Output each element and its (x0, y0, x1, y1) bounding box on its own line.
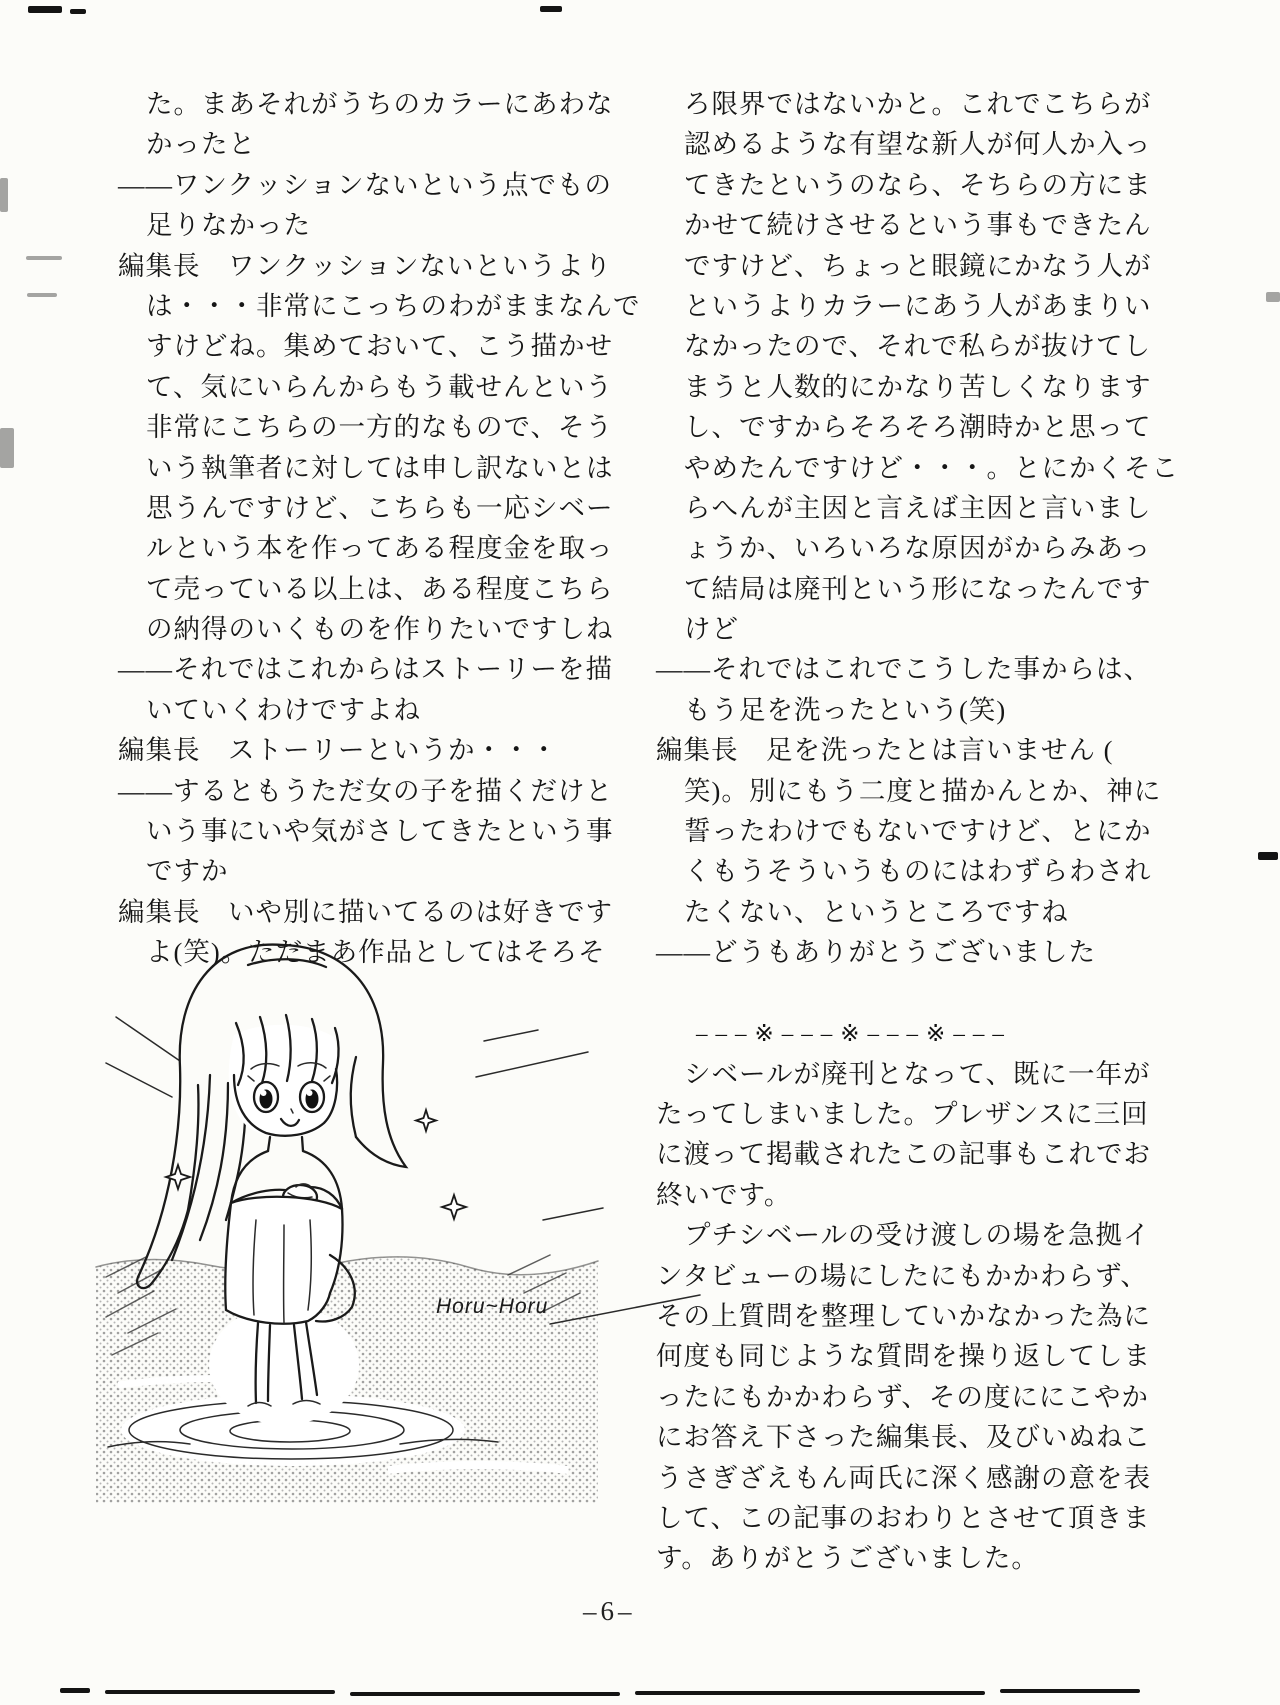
text-line: てきたというのなら、そちらの方にま (684, 169, 1152, 200)
text-line: て売っている以上は、ある程度こちら (146, 573, 614, 604)
text-line: ですか (146, 856, 229, 887)
text-line: ンタビューの場にしたにもかかわらず、 (656, 1260, 1148, 1291)
text-line: その上質問を整理していかなかった為に (656, 1300, 1151, 1331)
text-line: 非常にこちらの一方的なもので、そう (146, 412, 613, 443)
text-line: に渡って掲載されたこの記事もこれでお (656, 1139, 1151, 1170)
text-line: シベールが廃刊となって、既に一年が (684, 1058, 1151, 1089)
text-line: もう足を洗ったという(笑) (684, 694, 1007, 725)
text-line: にお答え下さった編集長、及びいぬねこ (656, 1422, 1151, 1453)
text-line: 思うんですけど、こちらも一応シベー (146, 492, 614, 523)
text-line: というよりカラーにあう人があまりい (684, 290, 1152, 321)
scan-artifact (0, 428, 14, 468)
text-line: 編集長 足を洗ったとは言いません ( (656, 735, 1114, 766)
text-line: 認めるような有望な新人が何人か入っ (684, 129, 1152, 160)
text-line: ろ限界ではないかと。これでこちらが (684, 89, 1152, 119)
scan-artifact (1000, 1689, 1140, 1693)
section-divider: –––※–––※–––※––– (696, 1020, 1012, 1046)
text-line: ですけど、ちょっと眼鏡にかなう人が (684, 250, 1152, 281)
text-line: ――ワンクッションないという点でもの (118, 169, 612, 200)
artist-signature: Horu~Horu (436, 1295, 549, 1318)
text-line: 終いです。 (656, 1179, 792, 1210)
text-line: して、この記事のおわりとさせて頂きま (656, 1502, 1151, 1533)
scan-artifact (60, 1688, 90, 1693)
text-line: し、ですからそろそろ潮時かと思って (684, 412, 1152, 443)
text-line: よ(笑)。ただまあ作品としてはそろそ (146, 937, 606, 968)
text-line: くもうそういうものにはわずらわされ (684, 856, 1152, 887)
text-line: の納得のいくものを作りたいですしね (146, 614, 614, 645)
text-line: けど (684, 614, 739, 645)
scan-artifact (70, 9, 86, 14)
scan-artifact (0, 178, 8, 212)
scan-artifact (350, 1692, 620, 1696)
text-line: かったと (146, 129, 256, 160)
text-line: 編集長 いや別に描いてるのは好きです (118, 896, 613, 927)
text-line: ょうか、いろいろな原因がからみあっ (684, 533, 1152, 564)
text-line: て結局は廃刊という形になったんです (684, 573, 1152, 604)
closing-paragraphs (656, 1054, 1156, 1579)
text-line: ルという本を作ってある程度金を取っ (146, 533, 614, 564)
text-line: すけどね。集めておいて、こう描かせ (146, 331, 613, 362)
text-line: いう執筆者に対しては申し訳ないとは (146, 452, 614, 483)
text-line: ――どうもありがとうございました (656, 937, 1096, 968)
scan-artifact (28, 6, 62, 13)
right-column (656, 84, 1179, 1579)
text-line: ――それではこれからはストーリーを描 (118, 654, 613, 685)
text-line: ――するともうただ女の子を描くだけと (118, 775, 613, 806)
text-line: うさぎざえもん両氏に深く感謝の意を表 (656, 1462, 1151, 1493)
scan-artifact (1258, 852, 1278, 860)
text-line: た。まあそれがうちのカラーにあわな (146, 89, 614, 119)
scan-artifact (540, 6, 562, 12)
text-line: かせて続けさせるという事もできたん (684, 210, 1152, 241)
text-line: ――それではこれでこうした事からは、 (656, 654, 1151, 685)
scan-artifact (27, 293, 57, 297)
text-line: プチシベールの受け渡しの場を急拠イ (684, 1220, 1151, 1251)
text-line: 編集長 ワンクッションないというより (118, 250, 612, 281)
text-line: て、気にいらんからもう載せんという (146, 371, 613, 402)
right-column-interview (656, 84, 1179, 973)
text-line: たくない、というところですね (684, 896, 1069, 927)
text-line: いていくわけですよね (146, 694, 421, 725)
text-line: 何度も同じような質問を操り返してしま (656, 1341, 1151, 1372)
text-line: やめたんですけど・・・。とにかくそこ (684, 452, 1179, 483)
left-column (118, 84, 641, 973)
text-line: は・・・非常にこっちのわがままなんで (146, 290, 641, 321)
text-line: らへんが主因と言えば主因と言いまし (684, 492, 1152, 523)
girl-in-water-illustration (88, 925, 708, 1510)
text-line: 編集長 ストーリーというか・・・ (118, 735, 558, 766)
text-line: ったにもかかわらず、その度ににこやか (656, 1381, 1149, 1412)
text-line: 笑)。別にもう二度と描かんとか、神に (684, 775, 1162, 806)
scan-artifact (1266, 292, 1280, 302)
text-line: 足りなかった (146, 210, 311, 241)
scan-artifact (105, 1690, 335, 1694)
text-line: す。ありがとうございました。 (656, 1543, 1039, 1574)
text-line: なかったので、それで私らが抜けてし (684, 331, 1151, 362)
text-line: たってしまいました。プレザンスに三回 (656, 1098, 1149, 1129)
scan-artifact (635, 1691, 985, 1695)
text-line: いう事にいや気がさしてきたという事 (146, 816, 614, 847)
text-line: 誓ったわけでもないですけど、とにか (684, 816, 1152, 847)
text-line: まうと人数的にかなり苦しくなります (684, 371, 1152, 402)
page-number: –6– (583, 1596, 636, 1626)
scan-artifact (26, 256, 62, 260)
